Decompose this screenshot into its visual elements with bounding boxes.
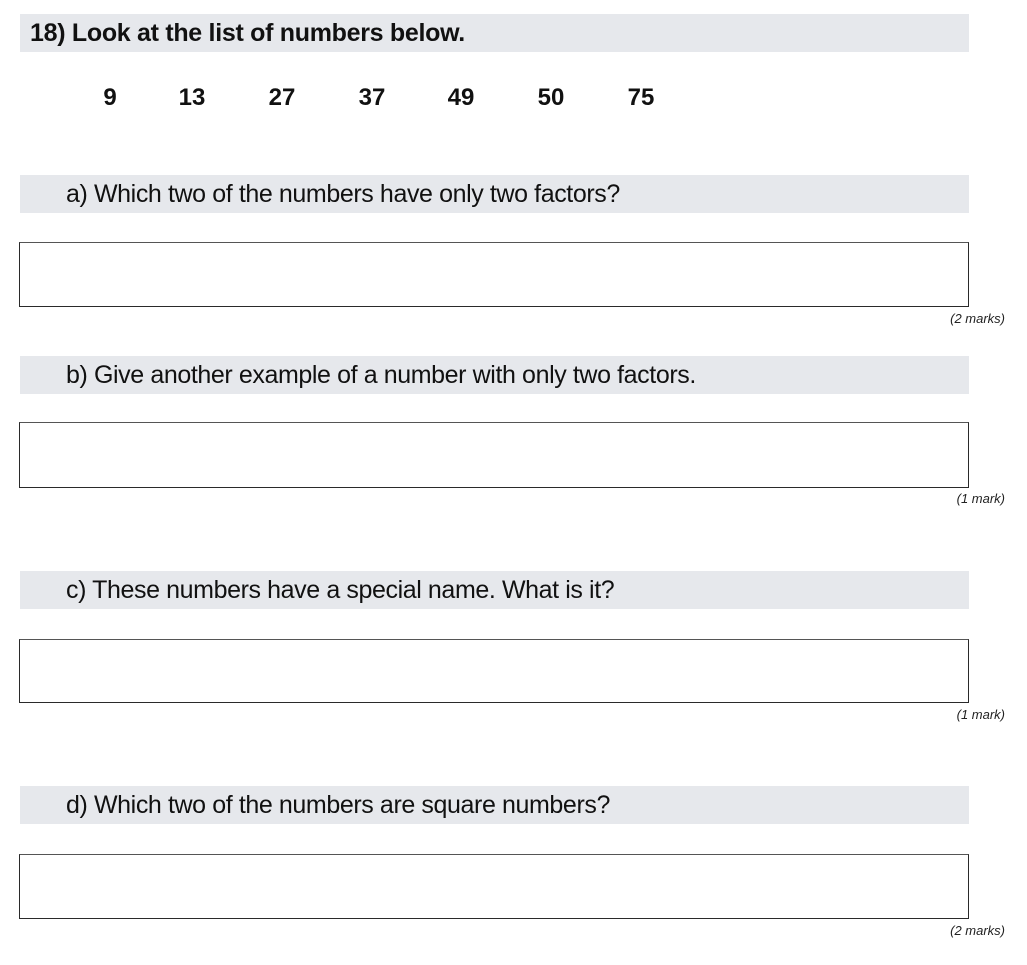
part-c-answer-box[interactable] [19,639,969,703]
numbers-list [0,80,700,116]
number-item: 27 [268,84,296,111]
question-title: 18) Look at the list of numbers below. [30,19,465,47]
number-item: 9 [103,84,117,111]
part-d-answer-box[interactable] [19,854,969,919]
part-b-answer-box[interactable] [19,422,969,488]
part-d-marks: (2 marks) [950,923,1005,938]
part-b-marks: (1 mark) [956,491,1005,506]
part-c-question: c) These numbers have a special name. What is it? [66,576,615,604]
part-c-band [20,571,969,609]
part-c-marks: (1 mark) [956,707,1005,722]
part-d-question: d) Which two of the numbers are square numbers? [66,791,610,819]
part-d-band [20,786,969,824]
number-item: 49 [447,84,475,111]
part-a-band [20,175,969,213]
question-header-band [20,14,969,52]
part-b-question: b) Give another example of a number with only two factors. [66,361,696,389]
part-a-marks: (2 marks) [950,311,1005,326]
part-a-question: a) Which two of the numbers have only two factors? [66,180,620,208]
number-item: 37 [358,84,386,111]
number-item: 13 [178,84,206,111]
part-b-band [20,356,969,394]
number-item: 50 [537,84,565,111]
number-item: 75 [627,84,655,111]
part-a-answer-box[interactable] [19,242,969,307]
